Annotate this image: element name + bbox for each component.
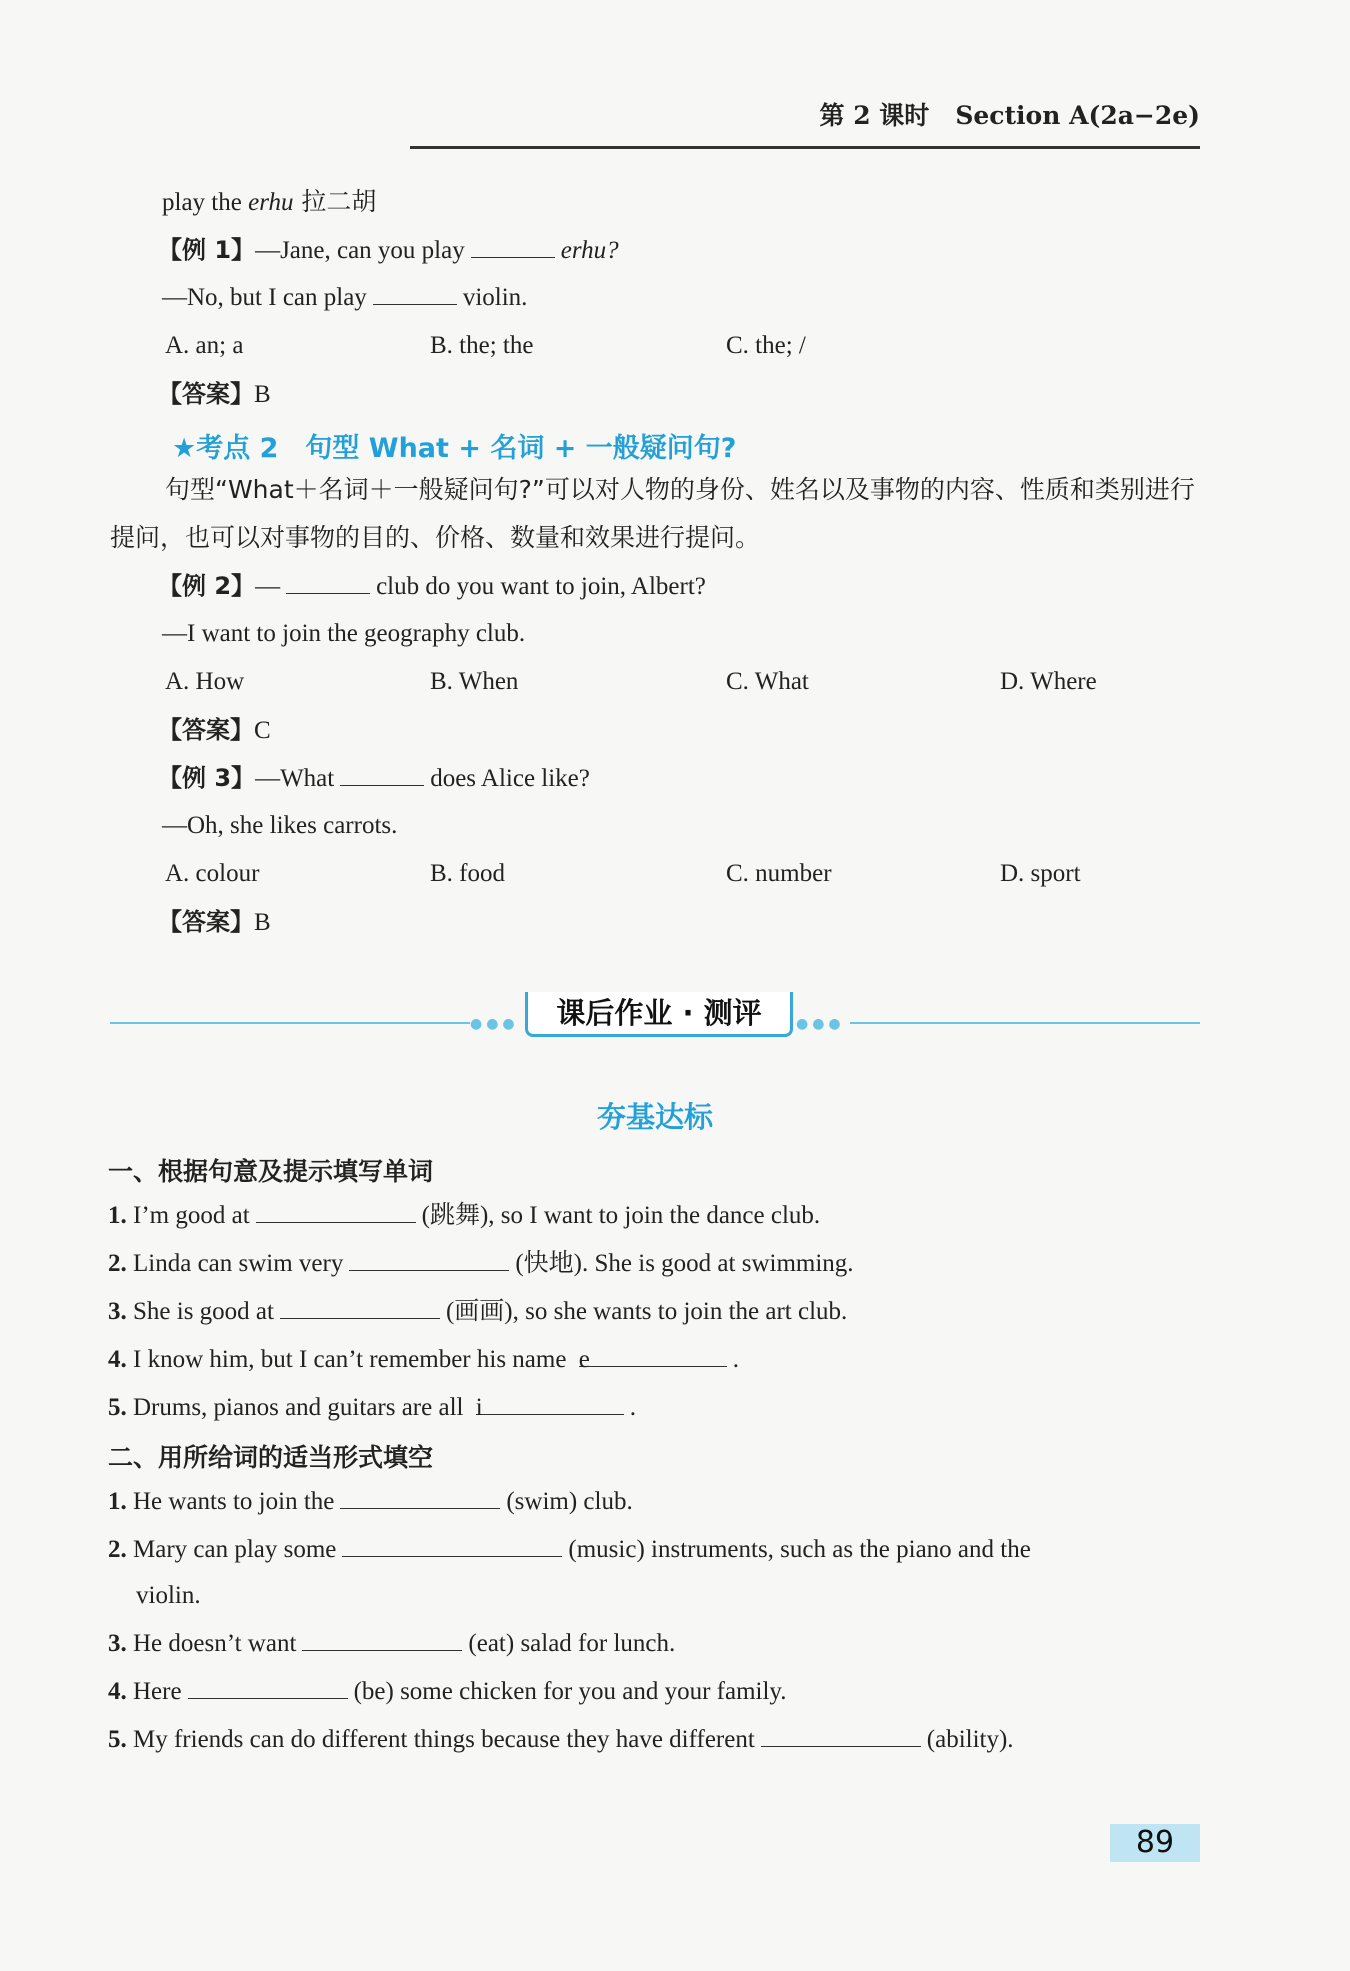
divider-left [110,1022,470,1024]
item-number: 3. [108,1298,127,1325]
item-text-end: (swim) club. [506,1488,633,1515]
blank[interactable] [286,571,370,594]
option-b[interactable]: B. the; the [430,332,534,359]
s1-item-4 [108,1344,739,1376]
point2-paragraph: 句型“What＋名词＋一般疑问句?”可以对人物的身份、姓名以及事物的内容、性质和类别进行提问，也可以对事物的目的、价格、数量和效果进行提问。 [110,475,1195,552]
item-text: Drums, pianos and guitars are all [133,1394,464,1421]
lesson-label: 第 2 课时 [819,101,930,130]
ex3-q2: —Oh, she likes carrots. [162,812,398,839]
item-text-end: . [732,1346,739,1373]
ex1-q1-end: erhu? [560,237,619,264]
ex2-q1 [158,570,706,603]
option-d[interactable]: D. Where [1000,668,1097,695]
divider-dots-left: ●●● [470,1016,519,1032]
ex3-tag: 【例 3】 [158,764,256,792]
ex1-answer [158,378,271,411]
item-text-end: (eat) salad for lunch. [468,1630,676,1657]
blank[interactable] [349,1248,509,1271]
option-c[interactable]: C. the; / [726,332,806,359]
item-number: 1. [108,1202,127,1229]
s1-item-3 [108,1296,847,1328]
answer-value: B [254,381,271,408]
phrase-line [162,186,376,219]
item-text: He doesn’t want [133,1630,297,1657]
item-text-end: (快地). She is good at swimming. [515,1250,854,1277]
point2-title: ★考点 2 句型 What + 名词 + 一般疑问句? [172,433,737,464]
answer-tag: 【答案】 [158,908,254,936]
ex3-q1-end: does Alice like? [430,765,590,792]
answer-value: B [254,909,271,936]
s2-item-3 [108,1628,675,1660]
page-number: 89 [1110,1824,1200,1862]
item-text-end: (跳舞), so I want to join the dance club. [421,1202,821,1229]
letter-hint: i [475,1394,483,1421]
item-number: 5. [108,1726,127,1753]
item-number: 4. [108,1346,127,1373]
item-text: Mary can play some [133,1536,337,1563]
s1-item-2 [108,1248,854,1280]
item-number: 1. [108,1488,127,1515]
answer-tag: 【答案】 [158,380,254,408]
s1-item-5 [108,1392,636,1424]
blank[interactable] [302,1628,462,1651]
blank-with-hint[interactable] [475,1392,624,1421]
item-text: I’m good at [133,1202,250,1229]
blank[interactable] [471,235,555,258]
item-text-end: (be) some chicken for you and your family. [353,1678,787,1705]
item-text: Here [133,1678,182,1705]
ex1-tag: 【例 1】 [158,236,256,264]
s2-item-1 [108,1486,633,1518]
ex1-q1 [158,234,619,267]
item-number: 2. [108,1250,127,1277]
blank-with-hint[interactable] [578,1344,727,1373]
ex2-answer [158,714,271,747]
letter-hint: e [578,1346,590,1373]
subtitle: 夯基达标 [596,1100,713,1134]
ex2-q1-text: club do you want to join, Albert? [376,573,706,600]
item-text-end: . [629,1394,636,1421]
item-text: Linda can swim very [133,1250,344,1277]
blank[interactable] [188,1676,348,1699]
ex1-q2-text: —No, but I can play [162,284,367,311]
divider-right [850,1022,1200,1024]
blank[interactable] [280,1296,440,1319]
option-c[interactable]: C. number [726,860,832,887]
option-a[interactable]: A. How [165,668,245,695]
homework-banner: 课后作业 · 测评 [525,992,793,1037]
divider-dots-right: ●●● [796,1016,845,1032]
section-label: Section A(2a−2e) [955,101,1200,130]
item-text-end: (画画), so she wants to join the art club. [445,1298,848,1325]
option-b[interactable]: B. When [430,668,519,695]
s1-item-1 [108,1200,820,1232]
s2-item-4 [108,1676,787,1708]
ex3-q1 [158,762,590,795]
item-text: He wants to join the [133,1488,335,1515]
ex1-q2-end: violin. [462,284,528,311]
option-d[interactable]: D. sport [1000,860,1081,887]
ex2-dash: — [255,573,281,600]
answer-tag: 【答案】 [158,716,254,744]
option-b[interactable]: B. food [430,860,505,887]
ex3-q1-text: —What [255,765,335,792]
item-text-end: (ability). [926,1726,1014,1753]
ex2-tag: 【例 2】 [158,572,256,600]
option-c[interactable]: C. What [726,668,809,695]
option-a[interactable]: A. colour [165,860,260,887]
blank[interactable] [342,1534,562,1557]
header-rule [410,146,1200,149]
phrase-cn: 拉二胡 [293,187,377,216]
item-text: My friends can do different things because they have different [133,1726,755,1753]
item-text-end: (music) instruments, such as the piano and the [568,1536,1031,1563]
phrase-en: play the [162,189,249,216]
item-number: 5. [108,1394,127,1421]
blank[interactable] [340,763,424,786]
ex1-q2 [162,282,527,314]
item-number: 3. [108,1630,127,1657]
s2-item-2 [108,1534,1031,1566]
ex2-q2: —I want to join the geography club. [162,620,526,647]
item-number: 4. [108,1678,127,1705]
s2-item-5 [108,1724,1014,1756]
option-a[interactable]: A. an; a [165,332,244,359]
s2-item-2-cont: violin. [136,1582,201,1609]
blank[interactable] [256,1200,416,1223]
ex3-answer [158,906,271,939]
page-header [410,96,1200,132]
item-text: She is good at [133,1298,274,1325]
item-text: I know him, but I can’t remember his name [133,1346,567,1373]
answer-value: C [254,717,271,744]
section1-title: 一、根据句意及提示填写单词 [108,1157,434,1186]
ex1-q1-text: —Jane, can you play [255,237,465,264]
blank[interactable] [373,282,457,305]
blank[interactable] [340,1486,500,1509]
blank[interactable] [761,1724,921,1747]
item-number: 2. [108,1536,127,1563]
phrase-italic: erhu [248,189,294,216]
section2-title: 二、用所给词的适当形式填空 [108,1443,434,1472]
